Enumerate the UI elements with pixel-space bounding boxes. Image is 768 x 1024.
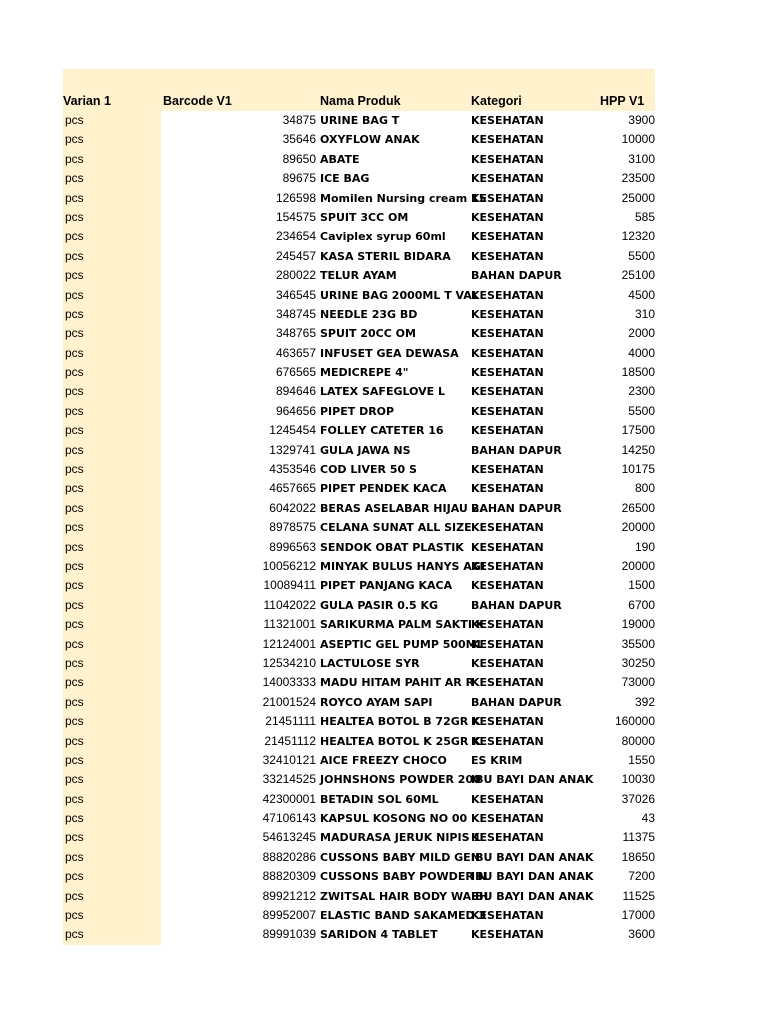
cell-kategori[interactable]: IBU BAYI DAN ANAK: [471, 773, 594, 787]
cell-hpp[interactable]: 160000: [614, 714, 655, 729]
cell-nama-produk[interactable]: SPUIT 20CC OM: [320, 327, 416, 341]
cell-nama-produk[interactable]: ICE BAG: [320, 172, 370, 186]
cell-hpp[interactable]: 3600: [628, 927, 655, 942]
cell-barcode[interactable]: 33214525: [262, 772, 316, 787]
table-row: [0, 615, 768, 634]
cell-kategori[interactable]: KESEHATAN: [471, 385, 544, 399]
cell-kategori[interactable]: KESEHATAN: [471, 831, 544, 845]
cell-barcode[interactable]: 88820309: [262, 869, 316, 884]
cell-kategori[interactable]: KESEHATAN: [471, 734, 544, 748]
cell-nama-produk[interactable]: KASA STERIL BIDARA: [320, 249, 451, 263]
cell-varian[interactable]: pcs: [65, 927, 84, 942]
cell-hpp[interactable]: 10030: [621, 772, 655, 787]
table-row: [0, 770, 768, 789]
cell-varian[interactable]: pcs: [65, 520, 84, 535]
cell-hpp[interactable]: 25100: [621, 268, 655, 283]
cell-varian[interactable]: pcs: [65, 539, 84, 554]
cell-hpp[interactable]: 7200: [628, 869, 655, 884]
cell-hpp[interactable]: 4000: [628, 345, 655, 360]
table-row: [0, 828, 768, 847]
cell-kategori[interactable]: KESEHATAN: [471, 637, 544, 651]
table-row: [0, 286, 768, 305]
cell-kategori[interactable]: KESEHATAN: [471, 230, 544, 244]
cell-nama-produk[interactable]: SENDOK OBAT PLASTIK: [320, 540, 464, 554]
cell-nama-produk[interactable]: AICE FREEZY CHOCO: [320, 753, 447, 767]
cell-varian[interactable]: pcs: [65, 733, 84, 748]
table-row: [0, 596, 768, 615]
cell-kategori[interactable]: KESEHATAN: [471, 288, 544, 302]
header-varian[interactable]: Varian 1: [63, 94, 111, 108]
cell-kategori[interactable]: KESEHATAN: [471, 812, 544, 826]
header-row: [0, 92, 768, 111]
table-row: [0, 227, 768, 246]
cell-varian[interactable]: pcs: [65, 345, 84, 360]
cell-barcode[interactable]: 1329741: [269, 442, 316, 457]
cell-barcode[interactable]: 34875: [282, 113, 316, 127]
cell-nama-produk[interactable]: GULA PASIR 0.5 KG: [320, 598, 439, 612]
cell-barcode[interactable]: 964656: [275, 403, 316, 418]
cell-hpp[interactable]: 25000: [621, 190, 655, 205]
cell-varian[interactable]: pcs: [65, 578, 84, 593]
cell-varian[interactable]: pcs: [65, 171, 84, 186]
cell-barcode[interactable]: 88820286: [262, 849, 316, 864]
cell-nama-produk[interactable]: SARIDON 4 TABLET: [320, 928, 438, 942]
table-row: [0, 363, 768, 382]
cell-barcode[interactable]: 10056212: [262, 558, 316, 573]
table-row: [0, 576, 768, 595]
cell-barcode[interactable]: 346545: [275, 287, 316, 302]
cell-nama-produk[interactable]: BETADIN SOL 60ML: [320, 792, 439, 806]
cell-kategori[interactable]: KESEHATAN: [471, 482, 544, 496]
cell-barcode[interactable]: 89675: [282, 171, 316, 186]
cell-varian[interactable]: pcs: [65, 248, 84, 263]
table-row: [0, 693, 768, 712]
cell-nama-produk[interactable]: SARIKURMA PALM SAKTI K: [320, 618, 485, 632]
cell-barcode[interactable]: 21001524: [262, 694, 316, 709]
table-row: [0, 809, 768, 828]
cell-nama-produk[interactable]: CUSSONS BABY POWDER N: [320, 870, 487, 884]
cell-nama-produk[interactable]: PIPET DROP: [320, 404, 395, 418]
cell-nama-produk[interactable]: URINE BAG 2000ML T VAL: [320, 288, 479, 302]
cell-hpp[interactable]: 5500: [628, 403, 655, 418]
cell-nama-produk[interactable]: ABATE: [320, 152, 360, 166]
cell-barcode[interactable]: 348745: [275, 306, 316, 321]
table-row: [0, 266, 768, 285]
cell-nama-produk[interactable]: ZWITSAL HAIR BODY WASH: [320, 889, 489, 903]
cell-barcode[interactable]: 4657665: [269, 481, 316, 496]
cell-kategori[interactable]: KESEHATAN: [471, 249, 544, 263]
cell-kategori[interactable]: ES KRIM: [471, 753, 523, 767]
cell-nama-produk[interactable]: ELASTIC BAND SAKAMED 3: [320, 909, 487, 923]
cell-varian[interactable]: pcs: [65, 888, 84, 903]
cell-hpp[interactable]: 310: [634, 306, 655, 321]
cell-hpp[interactable]: 20000: [621, 520, 655, 535]
cell-hpp[interactable]: 6700: [628, 597, 655, 612]
cell-varian[interactable]: pcs: [65, 811, 84, 826]
cell-barcode[interactable]: 463657: [275, 345, 316, 360]
cell-nama-produk[interactable]: Caviplex syrup 60ml: [320, 230, 446, 244]
header-hpp[interactable]: HPP V1: [600, 94, 645, 108]
table-row: [0, 906, 768, 925]
cell-varian[interactable]: pcs: [65, 229, 84, 244]
cell-varian[interactable]: pcs: [65, 617, 84, 632]
cell-nama-produk[interactable]: OXYFLOW ANAK: [320, 133, 420, 147]
cell-hpp[interactable]: 800: [634, 481, 655, 496]
cell-varian[interactable]: pcs: [65, 384, 84, 399]
cell-barcode[interactable]: 54613245: [262, 830, 316, 845]
cell-hpp[interactable]: 80000: [621, 733, 655, 748]
table-row: [0, 499, 768, 518]
cell-hpp[interactable]: 585: [634, 209, 655, 224]
cell-varian[interactable]: pcs: [65, 849, 84, 864]
cell-kategori[interactable]: BAHAN DAPUR: [471, 598, 562, 612]
cell-nama-produk[interactable]: HEALTEA BOTOL K 25GR K: [320, 734, 481, 748]
cell-hpp[interactable]: 17500: [621, 423, 655, 438]
cell-kategori[interactable]: KESEHATAN: [471, 191, 544, 205]
cell-nama-produk[interactable]: ROYCO AYAM SAPI: [320, 695, 433, 709]
table-row: [0, 635, 768, 654]
cell-nama-produk[interactable]: URINE BAG T: [320, 114, 400, 127]
cell-varian[interactable]: pcs: [65, 209, 84, 224]
table-row: [0, 111, 768, 130]
cell-barcode[interactable]: 894646: [275, 384, 316, 399]
table-row: [0, 557, 768, 576]
table-row: [0, 441, 768, 460]
cell-varian[interactable]: pcs: [65, 675, 84, 690]
cell-hpp[interactable]: 18650: [621, 849, 655, 864]
table-row: [0, 673, 768, 692]
table-row: [0, 732, 768, 751]
cell-varian[interactable]: pcs: [65, 326, 84, 341]
cell-nama-produk[interactable]: LACTULOSE SYR: [320, 656, 420, 670]
cell-barcode[interactable]: 4353546: [269, 462, 316, 477]
cell-kategori[interactable]: KESEHATAN: [471, 579, 544, 593]
cell-nama-produk[interactable]: TELUR AYAM: [320, 269, 397, 283]
cell-kategori[interactable]: KESEHATAN: [471, 559, 544, 573]
cell-barcode[interactable]: 280022: [275, 268, 316, 283]
cell-hpp[interactable]: 73000: [621, 675, 655, 690]
cell-varian[interactable]: pcs: [65, 908, 84, 923]
table-row: [0, 208, 768, 227]
table-row: [0, 925, 768, 944]
cell-hpp[interactable]: 190: [634, 539, 655, 554]
cell-barcode[interactable]: 42300001: [262, 791, 316, 806]
cell-nama-produk[interactable]: LATEX SAFEGLOVE L: [320, 385, 446, 399]
cell-kategori[interactable]: KESEHATAN: [471, 676, 544, 690]
cell-varian[interactable]: pcs: [65, 558, 84, 573]
cell-hpp[interactable]: 3100: [628, 151, 655, 166]
cell-nama-produk[interactable]: Momilen Nursing cream 15: [320, 191, 487, 205]
cell-nama-produk[interactable]: GULA JAWA NS: [320, 443, 411, 457]
table-row: [0, 887, 768, 906]
cell-kategori[interactable]: KESEHATAN: [471, 152, 544, 166]
cell-hpp[interactable]: 2000: [628, 326, 655, 341]
cell-kategori[interactable]: KESEHATAN: [471, 327, 544, 341]
cell-hpp[interactable]: 18500: [621, 365, 655, 380]
cell-hpp[interactable]: 23500: [621, 171, 655, 186]
cell-kategori[interactable]: IBU BAYI DAN ANAK: [471, 889, 594, 903]
cell-varian[interactable]: pcs: [65, 636, 84, 651]
cell-hpp[interactable]: 20000: [621, 558, 655, 573]
cell-hpp[interactable]: 4500: [628, 287, 655, 302]
cell-varian[interactable]: pcs: [65, 655, 84, 670]
cell-hpp[interactable]: 14250: [621, 442, 655, 457]
header-barcode[interactable]: Barcode V1: [163, 94, 232, 108]
cell-kategori[interactable]: KESEHATAN: [471, 792, 544, 806]
cell-barcode[interactable]: 8978575: [269, 520, 316, 535]
table-row: [0, 479, 768, 498]
cell-nama-produk[interactable]: COD LIVER 50 S: [320, 463, 417, 477]
cell-hpp[interactable]: 37026: [621, 791, 655, 806]
cell-kategori[interactable]: KESEHATAN: [471, 618, 544, 632]
cell-kategori[interactable]: KESEHATAN: [471, 133, 544, 147]
cell-nama-produk[interactable]: PIPET PENDEK KACA: [320, 482, 447, 496]
table-row: [0, 305, 768, 324]
cell-kategori[interactable]: KESEHATAN: [471, 540, 544, 554]
table-row: [0, 150, 768, 169]
header-kategori[interactable]: Kategori: [471, 94, 522, 108]
cell-barcode[interactable]: 21451112: [264, 733, 316, 748]
cell-nama-produk[interactable]: MADURASA JERUK NIPIS 1: [320, 831, 481, 845]
cell-varian[interactable]: pcs: [65, 268, 84, 283]
cell-nama-produk[interactable]: ASEPTIC GEL PUMP 500ML: [320, 637, 484, 651]
cell-nama-produk[interactable]: CELANA SUNAT ALL SIZE: [320, 521, 472, 535]
cell-barcode[interactable]: 6042022: [269, 500, 316, 515]
cell-kategori[interactable]: KESEHATAN: [471, 307, 544, 321]
cell-kategori[interactable]: BAHAN DAPUR: [471, 443, 562, 457]
cell-kategori[interactable]: KESEHATAN: [471, 909, 544, 923]
cell-barcode[interactable]: 32410121: [262, 752, 316, 767]
cell-varian[interactable]: pcs: [65, 694, 84, 709]
cell-barcode[interactable]: 11042022: [263, 597, 316, 612]
table-body: [0, 111, 768, 945]
table-row: [0, 790, 768, 809]
cell-barcode[interactable]: 47106143: [262, 811, 316, 826]
cell-barcode[interactable]: 245457: [275, 248, 316, 263]
cell-varian[interactable]: pcs: [65, 190, 84, 205]
cell-kategori[interactable]: KESEHATAN: [471, 424, 544, 438]
cell-nama-produk[interactable]: BERAS ASELABAR HIJAU 2.: [320, 501, 484, 515]
table-row: [0, 867, 768, 886]
table-row: [0, 324, 768, 343]
cell-barcode[interactable]: 126598: [275, 190, 316, 205]
cell-hpp[interactable]: 26500: [621, 500, 655, 515]
cell-varian[interactable]: pcs: [65, 481, 84, 496]
table-row: [0, 654, 768, 673]
cell-hpp[interactable]: 10175: [621, 462, 655, 477]
cell-hpp[interactable]: 30250: [621, 655, 655, 670]
cell-nama-produk[interactable]: KAPSUL KOSONG NO 00: [320, 812, 468, 826]
cell-hpp[interactable]: 3900: [628, 113, 655, 127]
cell-kategori[interactable]: KESEHATAN: [471, 404, 544, 418]
cell-barcode[interactable]: 89921212: [262, 888, 316, 903]
cell-kategori[interactable]: KESEHATAN: [471, 172, 544, 186]
cell-varian[interactable]: pcs: [65, 500, 84, 515]
cell-varian[interactable]: pcs: [65, 830, 84, 845]
cell-hpp[interactable]: 17000: [621, 908, 655, 923]
cell-nama-produk[interactable]: HEALTEA BOTOL B 72GR K: [320, 715, 481, 729]
cell-nama-produk[interactable]: MINYAK BULUS HANYS AGI: [320, 559, 485, 573]
cell-varian[interactable]: pcs: [65, 306, 84, 321]
table-row: [0, 538, 768, 557]
cell-nama-produk[interactable]: JOHNSHONS POWDER 200: [320, 773, 481, 787]
cell-nama-produk[interactable]: MADU HITAM PAHIT AR R: [320, 676, 475, 690]
cell-varian[interactable]: pcs: [65, 423, 84, 438]
cell-kategori[interactable]: BAHAN DAPUR: [471, 695, 562, 709]
cell-barcode[interactable]: 154575: [275, 209, 316, 224]
cell-varian[interactable]: pcs: [65, 113, 84, 127]
cell-barcode[interactable]: 89991039: [262, 927, 316, 942]
cell-kategori[interactable]: KESEHATAN: [471, 463, 544, 477]
cell-barcode[interactable]: 348765: [275, 326, 316, 341]
cell-varian[interactable]: pcs: [65, 869, 84, 884]
cell-barcode[interactable]: 11321001: [263, 617, 316, 632]
cell-barcode[interactable]: 8996563: [269, 539, 316, 554]
table-row: [0, 382, 768, 401]
cell-barcode[interactable]: 12124001: [262, 636, 316, 651]
cell-kategori[interactable]: BAHAN DAPUR: [471, 269, 562, 283]
cell-varian[interactable]: pcs: [65, 714, 84, 729]
table-row: [0, 460, 768, 479]
cell-barcode[interactable]: 89952007: [262, 908, 316, 923]
table-row: [0, 848, 768, 867]
cell-varian[interactable]: pcs: [65, 151, 84, 166]
cell-hpp[interactable]: 5500: [628, 248, 655, 263]
table-row: [0, 712, 768, 731]
cell-hpp[interactable]: 10000: [621, 132, 655, 147]
cell-barcode[interactable]: 1245454: [269, 423, 316, 438]
cell-varian[interactable]: pcs: [65, 287, 84, 302]
cell-nama-produk[interactable]: NEEDLE 23G BD: [320, 307, 418, 321]
cell-kategori[interactable]: KESEHATAN: [471, 521, 544, 535]
cell-nama-produk[interactable]: CUSSONS BABY MILD GEN: [320, 850, 480, 864]
table-row: [0, 751, 768, 770]
cell-varian[interactable]: pcs: [65, 132, 84, 147]
cell-hpp[interactable]: 43: [641, 811, 655, 826]
cell-hpp[interactable]: 392: [634, 694, 655, 709]
cell-hpp[interactable]: 35500: [621, 636, 655, 651]
cell-nama-produk[interactable]: SPUIT 3CC OM: [320, 210, 409, 224]
cell-nama-produk[interactable]: FOLLEY CATETER 16: [320, 424, 444, 438]
cell-kategori[interactable]: KESEHATAN: [471, 715, 544, 729]
cell-barcode[interactable]: 234654: [275, 229, 316, 244]
cell-kategori[interactable]: KESEHATAN: [471, 346, 544, 360]
table-row: [0, 421, 768, 440]
cell-barcode[interactable]: 89650: [282, 151, 316, 166]
table-row: [0, 189, 768, 208]
cell-kategori[interactable]: BAHAN DAPUR: [471, 501, 562, 515]
cell-varian[interactable]: pcs: [65, 772, 84, 787]
cell-varian[interactable]: pcs: [65, 597, 84, 612]
cell-kategori[interactable]: KESEHATAN: [471, 928, 544, 942]
cell-kategori[interactable]: KESEHATAN: [471, 656, 544, 670]
cell-kategori[interactable]: KESEHATAN: [471, 114, 544, 127]
cell-barcode[interactable]: 10089411: [263, 578, 316, 593]
cell-hpp[interactable]: 11525: [622, 888, 655, 903]
cell-varian[interactable]: pcs: [65, 791, 84, 806]
cell-barcode[interactable]: 35646: [282, 132, 316, 147]
header-nama-produk[interactable]: Nama Produk: [320, 94, 401, 108]
cell-varian[interactable]: pcs: [65, 442, 84, 457]
cell-hpp[interactable]: 11375: [622, 830, 655, 845]
table-row: [0, 169, 768, 188]
cell-kategori[interactable]: KESEHATAN: [471, 210, 544, 224]
cell-varian[interactable]: pcs: [65, 365, 84, 380]
table-row: [0, 402, 768, 421]
cell-nama-produk[interactable]: MEDICREPE 4": [320, 366, 409, 380]
cell-barcode[interactable]: 12534210: [262, 655, 316, 670]
cell-hpp[interactable]: 1500: [628, 578, 655, 593]
cell-hpp[interactable]: 12320: [621, 229, 655, 244]
table-row: [0, 247, 768, 266]
cell-hpp[interactable]: 19000: [621, 617, 655, 632]
cell-kategori[interactable]: IBU BAYI DAN ANAK: [471, 850, 594, 864]
cell-nama-produk[interactable]: PIPET PANJANG KACA: [320, 579, 453, 593]
cell-barcode[interactable]: 21451111: [265, 714, 316, 729]
table-row: [0, 130, 768, 149]
cell-varian[interactable]: pcs: [65, 462, 84, 477]
cell-barcode[interactable]: 676565: [275, 365, 316, 380]
table-row: [0, 344, 768, 363]
cell-kategori[interactable]: IBU BAYI DAN ANAK: [471, 870, 594, 884]
cell-hpp[interactable]: 1550: [628, 752, 655, 767]
cell-varian[interactable]: pcs: [65, 752, 84, 767]
cell-varian[interactable]: pcs: [65, 403, 84, 418]
cell-barcode[interactable]: 14003333: [262, 675, 316, 690]
table-row: [0, 518, 768, 537]
cell-hpp[interactable]: 2300: [628, 384, 655, 399]
cell-nama-produk[interactable]: INFUSET GEA DEWASA: [320, 346, 459, 360]
cell-kategori[interactable]: KESEHATAN: [471, 366, 544, 380]
